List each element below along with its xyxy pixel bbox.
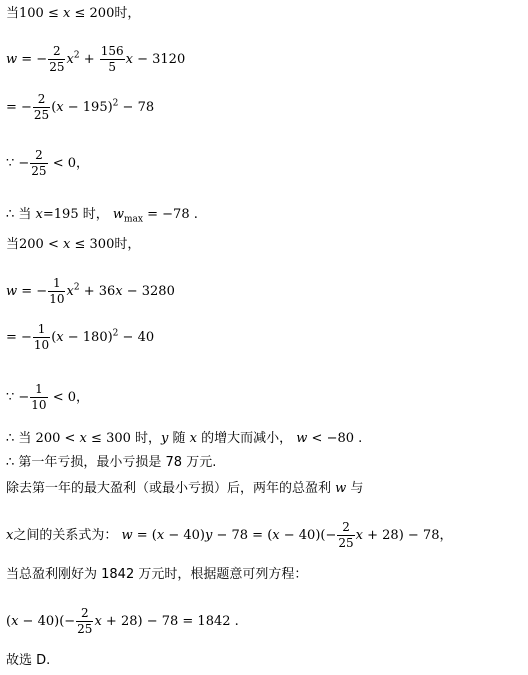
text: 当 bbox=[6, 6, 20, 21]
line-min-loss: ∴ 第一年亏损，最小亏损是 78 万元. bbox=[6, 455, 217, 470]
fraction: $\frac{2}{25}$ bbox=[49, 44, 65, 74]
var-x: x bbox=[63, 6, 71, 21]
line-condition-1 bbox=[6, 5, 140, 23]
var-w: w bbox=[6, 52, 18, 67]
op: ≤ bbox=[43, 6, 64, 21]
line-because-1: ∵ − $\frac{2}{25}$ < 0， bbox=[6, 148, 90, 178]
line-relation: x之间的关系式为： w = (x − 40)y − 78 = (x − 40)(− $\frac{2}{25}$ x + 28) − 78， bbox=[6, 520, 453, 550]
line-equation: (x − 40)(− $\frac{2}{25}$ x + 28) − 78 = 1842 . bbox=[6, 606, 239, 636]
fraction: $\frac{156}{5}$ bbox=[100, 44, 124, 74]
line-therefore-1: ∴ 当 x=195 时， $w_{max} = -78$ . bbox=[6, 207, 198, 225]
fraction: $\frac{2}{25}$ bbox=[31, 148, 47, 178]
line-w-expression-1: w = − $\frac{2}{25}$ $x^2$ + $\frac{156}{5}$ x − 3120 bbox=[6, 44, 186, 74]
line-therefore-2: ∴ 当 200 < x ≤ 300 时，y 随 x 的增大而减小， w < −80 . bbox=[6, 431, 363, 446]
line-vertex-form-1: = − $\frac{2}{25}$ $(x - 195)^2 - 78$ bbox=[6, 92, 155, 122]
num: 200 bbox=[89, 6, 115, 21]
op: = − bbox=[17, 52, 48, 67]
fraction: $\frac{2}{25}$ bbox=[77, 606, 93, 636]
fraction: $\frac{1}{10}$ bbox=[49, 276, 65, 306]
fraction: $\frac{1}{10}$ bbox=[31, 382, 47, 412]
line-answer: 故选 D. bbox=[6, 653, 51, 668]
line-total-profit-intro: 除去第一年的最大盈利（或最小亏损）后，两年的总盈利 w 与 bbox=[6, 481, 364, 496]
line-because-2: ∵ − $\frac{1}{10}$ < 0， bbox=[6, 382, 90, 412]
fraction: $\frac{1}{10}$ bbox=[33, 322, 50, 352]
num: 100 bbox=[19, 6, 44, 21]
op: ≤ bbox=[70, 6, 90, 21]
text: 时， bbox=[114, 6, 141, 21]
line-equation-intro: 当总盈利刚好为 1842 万元时，根据题意可列方程： bbox=[6, 567, 308, 582]
line-condition-2: 当200 < x ≤ 300时， bbox=[6, 237, 141, 252]
line-vertex-form-2: = − $\frac{1}{10}$ $(x - 180)^2 - 40$ bbox=[6, 322, 155, 352]
fraction: $\frac{2}{25}$ bbox=[33, 92, 50, 122]
line-w-expression-2: w = − $\frac{1}{10}$ $x^2 + 36x - 3280$ bbox=[6, 276, 175, 306]
fraction: $\frac{2}{25}$ bbox=[338, 520, 354, 550]
